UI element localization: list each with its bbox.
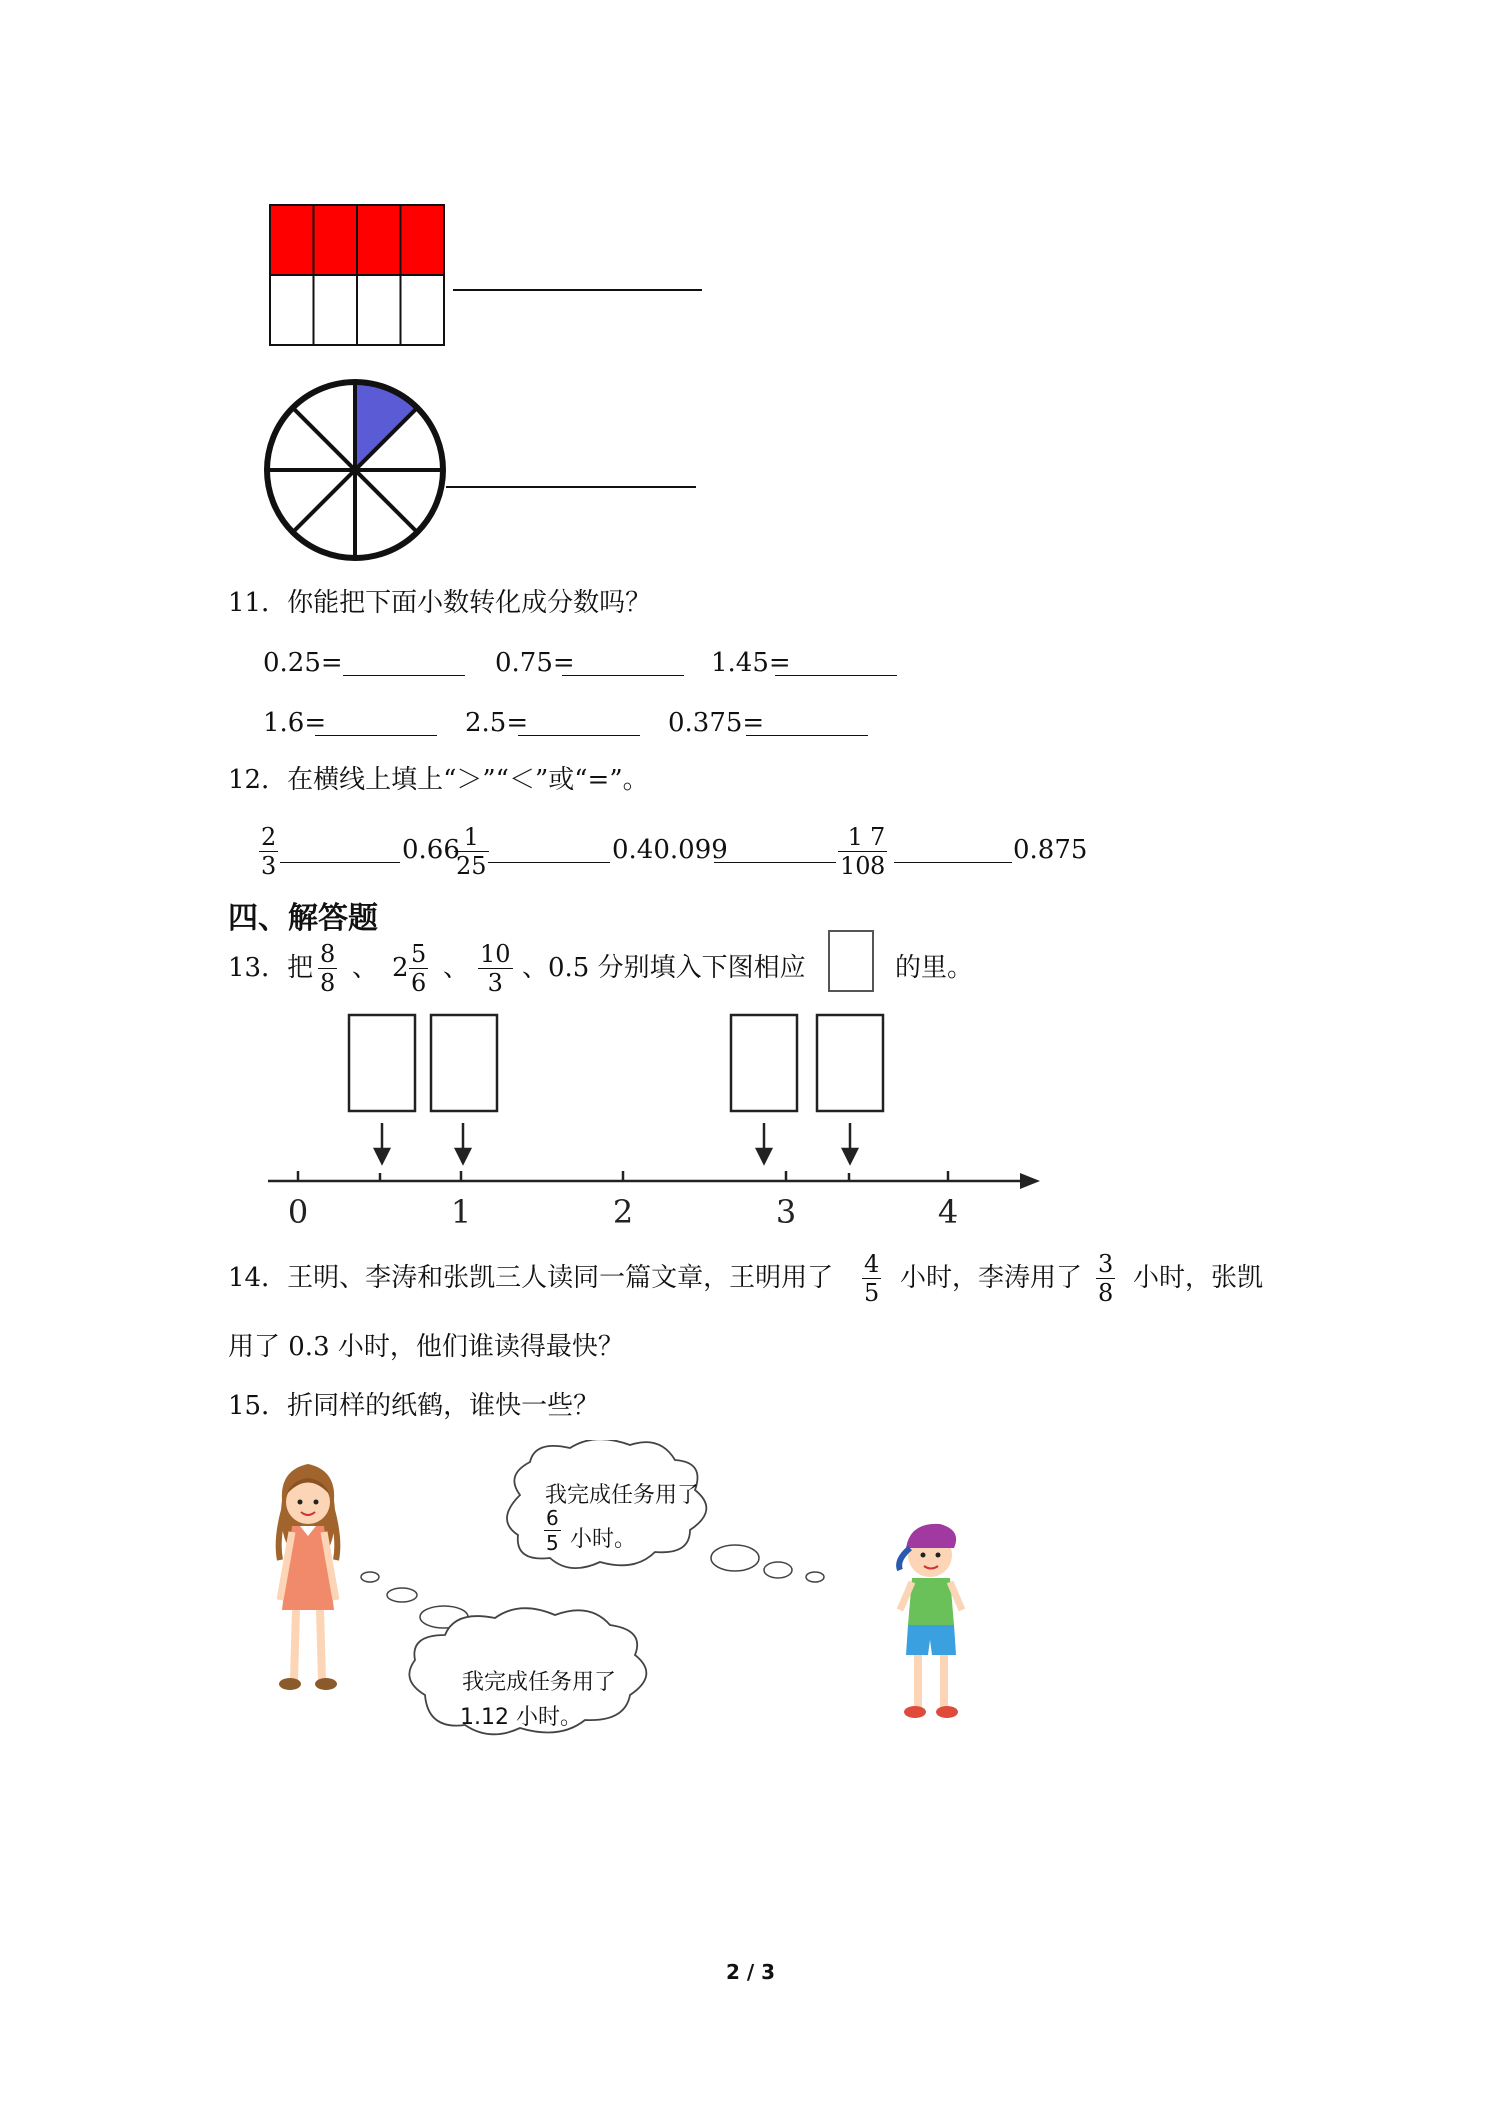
axis-label-4: 4 <box>937 1193 959 1231</box>
q12-blank-2[interactable] <box>488 862 610 863</box>
circle-fraction-figure <box>260 375 720 570</box>
q14-part-3: 小时，张凯 <box>1133 1263 1264 1293</box>
cloud2-text-line1: 我完成任务用了 <box>462 1670 617 1695</box>
q11-item-5: 2.5= <box>465 708 529 738</box>
cloud1-fraction: 6 5 <box>546 1506 559 1555</box>
q14-line-2: 用了 0.3 小时，他们谁读得最快？ <box>228 1332 624 1362</box>
q12-fraction-3: 1 10 <box>840 823 871 880</box>
q12-blank-1[interactable] <box>280 862 400 863</box>
axis-arrowhead <box>1020 1173 1040 1189</box>
axis-label-0: 0 <box>287 1193 309 1231</box>
q11-blank-1[interactable] <box>343 675 465 676</box>
q13-separator-2: 、 <box>443 953 470 983</box>
q12-fraction-4: 7 8 <box>870 823 886 880</box>
q12-blank-4[interactable] <box>894 862 1012 863</box>
q13-mixed-whole: 2 <box>392 953 409 983</box>
q11-title: 11．你能把下面小数转化成分数吗？ <box>228 588 652 618</box>
q11-blank-4[interactable] <box>315 735 437 736</box>
q11-item-2: 0.75= <box>495 648 575 678</box>
q14-part-1: 14．王明、李涛和张凯三人读同一篇文章，王明用了 <box>228 1263 834 1293</box>
q13-fraction-3: 10 3 <box>480 940 511 997</box>
number-line-figure <box>260 1005 1060 1235</box>
q11-item-3: 1.45= <box>711 648 791 678</box>
q15-title: 15．折同样的纸鹤，谁快一些？ <box>228 1391 600 1421</box>
boy-figure <box>899 1524 962 1718</box>
q11-blank-5[interactable] <box>518 735 640 736</box>
q12-fraction-1: 2 3 <box>261 823 277 880</box>
page-number: 2 / 3 <box>726 1960 776 1984</box>
q11-item-1: 0.25= <box>263 648 343 678</box>
axis-label-2: 2 <box>612 1193 634 1231</box>
q12-value-2: 0.40.099 <box>612 835 728 865</box>
q13-prefix: 13．把 <box>228 953 314 983</box>
q11-blank-2[interactable] <box>562 675 684 676</box>
cloud1-unit: 小时。 <box>570 1527 637 1552</box>
axis-label-1: 1 <box>450 1193 472 1231</box>
girl-figure <box>279 1464 338 1690</box>
q13-suffix: 的里。 <box>895 953 974 983</box>
q13-inline-box <box>828 930 874 992</box>
q11-item-6: 0.375= <box>668 708 765 738</box>
q13-fraction-2: 5 6 <box>411 940 427 997</box>
q13-separator-1: 、 <box>352 953 379 983</box>
q14-fraction-1: 4 5 <box>864 1250 880 1307</box>
q11-blank-3[interactable] <box>775 675 897 676</box>
q14-part-2: 小时，李涛用了 <box>900 1263 1083 1293</box>
q12-value-3: 0.875 <box>1013 835 1088 865</box>
answer-box-1 <box>349 1015 415 1111</box>
q12-fraction-2: 1 25 <box>456 823 487 880</box>
q12-value-1: 0.66 <box>402 835 460 865</box>
q14-fraction-2: 3 8 <box>1098 1250 1114 1307</box>
answer-box-2 <box>431 1015 497 1111</box>
q13-fraction-1: 8 8 <box>320 940 336 997</box>
cloud2-text-line2: 1.12 小时。 <box>460 1705 582 1730</box>
q11-blank-6[interactable] <box>746 735 868 736</box>
answer-box-4 <box>817 1015 883 1111</box>
rectangle-fraction-figure <box>260 200 720 350</box>
axis-label-3: 3 <box>775 1193 797 1231</box>
q12-blank-3[interactable] <box>714 862 836 863</box>
q12-title: 12．在横线上填上“＞”“＜”或“=”。 <box>228 765 649 795</box>
cloud1-text-line1: 我完成任务用了 <box>545 1483 700 1508</box>
section-heading: 四、解答题 <box>228 901 378 936</box>
q11-item-4: 1.6= <box>263 708 327 738</box>
q13-text: 、0.5 分别填入下图相应 <box>522 953 806 983</box>
circle-shaded-sector <box>355 382 417 470</box>
answer-box-3 <box>731 1015 797 1111</box>
